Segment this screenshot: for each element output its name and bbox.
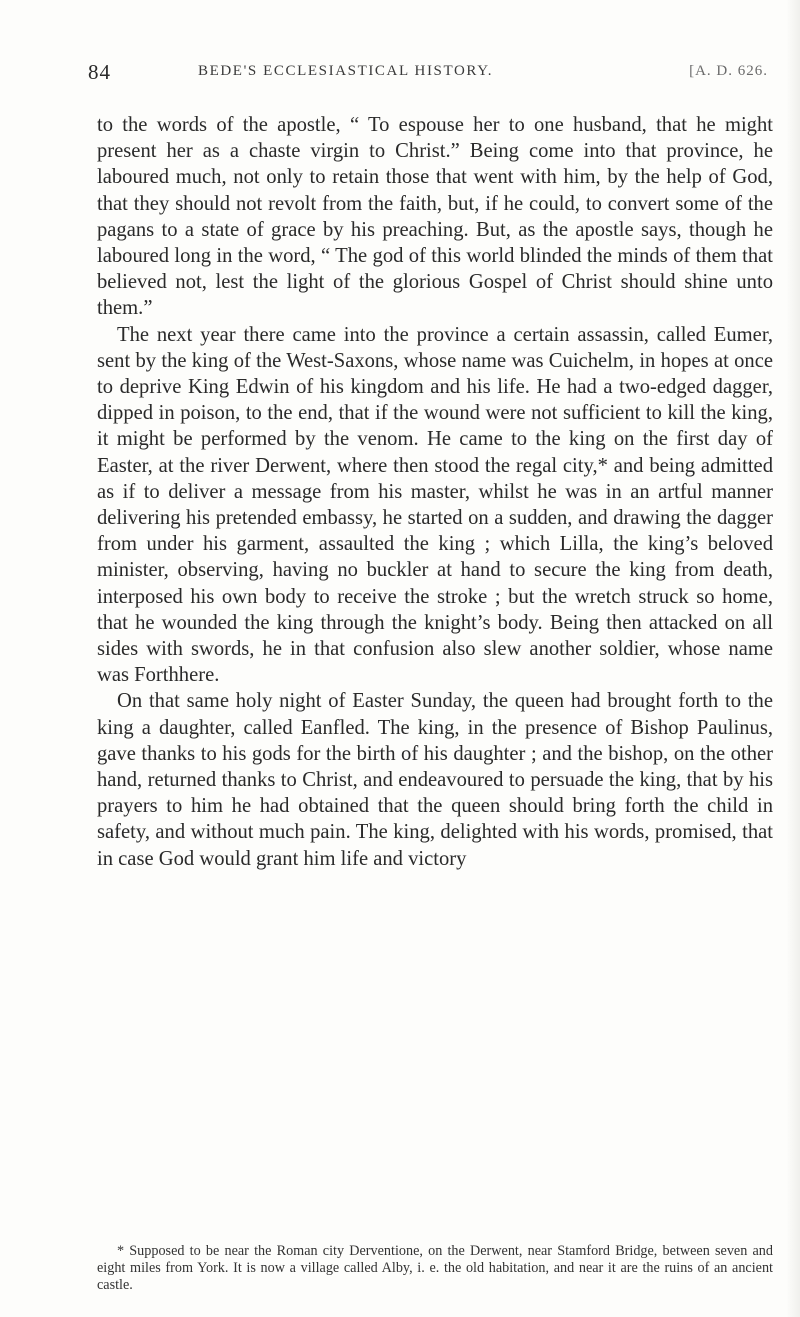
page-number: 84	[88, 60, 111, 84]
main-text	[97, 112, 773, 872]
running-era: [A. D. 626.	[689, 63, 768, 79]
paragraph-continued: to the words of the apostle, “ To espouse her to one husband, that he might present her as a chaste virgin to Christ.” Being come into that province, he laboured much, not only to retain those that went with him, by the help of God, that they should not revolt from the faith, but, if he could, to convert some of the pagans to a state of grace by his preaching. But, as the apostle says, though he laboured long in the word, “ The god of this world blinded the minds of them that believed not, lest the light of the glorious Gospel of Christ should shine unto them.”	[97, 114, 773, 320]
paragraph-eanfled: On that same holy night of Easter Sunday, the queen had brought forth to the king a daughter, called Eanfled. The king, in the presence of Bishop Paulinus, gave thanks to his gods for the birth of his daughter ; and the bishop, on the other hand, returned thanks to Christ, and endeavoured to persuade the king, that by his prayers to him he had obtained that the queen should bring forth the child in safety, and without much pain. The king, delighted with his words, promised, that in case God would grant him life and victory	[97, 690, 773, 870]
running-head	[88, 60, 768, 88]
running-title: BEDE'S ECCLESIASTICAL HISTORY.	[198, 63, 494, 79]
footnote: * Supposed to be near the Roman city Derventione, on the Derwent, near Stamford Bridge, between seven and eight miles from York. It is now a village called Alby, i. e. the old habitation, and near it are the ruins of an ancient castle.	[97, 1243, 773, 1293]
paragraph-assassin: The next year there came into the province a certain assassin, called Eumer, sent by the king of the West-Saxons, whose name was Cuichelm, in hopes at once to deprive King Edwin of his kingdom and his life. He had a two-edged dagger, dipped in poison, to the end, that if the wound were not sufficient to kill the king, it might be performed by the venom. He came to the king on the first day of Easter, at the river Derwent, where then stood the regal city,* and being admitted as if to deliver a message from his master, whilst he was in an artful manner delivering his pretended embassy, he started on a sudden, and drawing the dagger from under his garment, assaulted the king ; which Lilla, the king’s beloved minister, observing, having no buckler at hand to secure the king from death, interposed his own body to receive the stroke ; but the wretch struck so home, that he wounded the king through the knight’s body. Being then attacked on all sides with swords, he in that confusion also slew another soldier, whose name was Forthhere.	[97, 323, 773, 687]
page-edge-shadow	[786, 0, 800, 1317]
